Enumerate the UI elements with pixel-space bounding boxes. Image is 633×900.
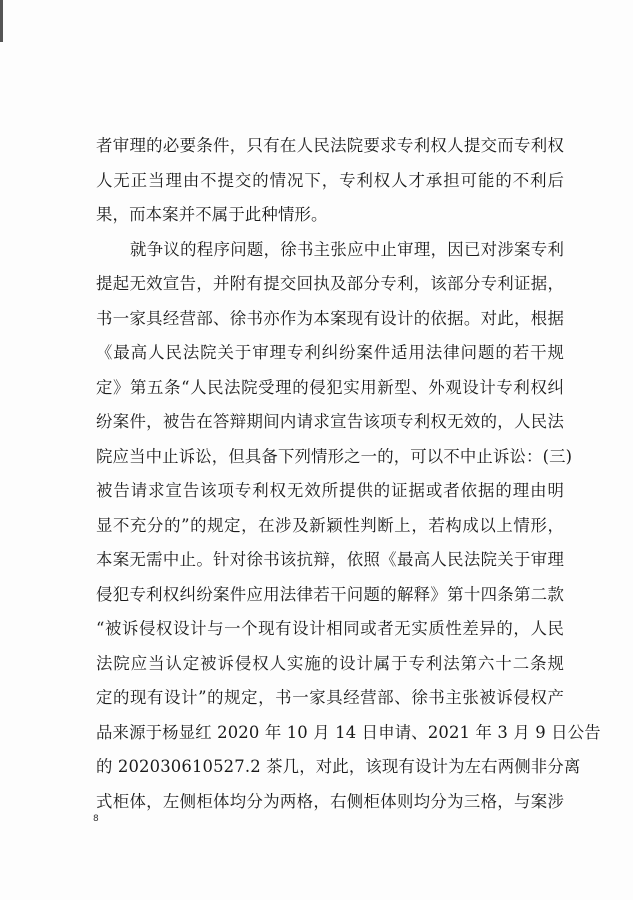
text-line: 侵犯专利权纠纷案件应用法律若干问题的解释》第十四条第二款 [96,584,564,604]
text-line: 提起无效宣告，并附有提交回执及部分专利，该部分专利证据， [96,274,564,293]
scan-edge-mark [0,0,3,42]
text-line: 显不充分的”的规定，在涉及新颖性判断上，若构成以上情形， [96,515,564,535]
text-line: 《最高人民法院关于审理专利纠纷案件适用法律问题的若干规 [96,343,564,362]
text-line: 的 202030610527.2 茶几，对此，该现有设计为左右两侧非分离 [96,757,581,776]
text-line: 品来源于杨显红 2020 年 10 月 14 日申请、2021 年 3 月 9 日公告 [96,722,601,742]
text-line: 院应当中止诉讼，但具备下列情形之一的，可以不中止诉讼：(三) [96,446,573,466]
text-line: “被诉侵权设计与一个现有设计相同或者无实质性差异的，人民 [96,619,564,638]
text-line: 被告请求宣告该项专利权无效所提供的证据或者依据的理由明 [96,481,564,500]
body-text [96,129,601,819]
text-line: 定的现有设计”的规定，书一家具经营部、徐书主张被诉侵权产 [96,688,564,707]
text-line: 书一家具经营部、徐书亦作为本案现有设计的依据。对此，根据 [96,308,564,328]
text-line: 定》第五条“人民法院受理的侵犯实用新型、外观设计专利权纠 [96,377,564,397]
text-line: 者审理的必要条件，只有在人民法院要求专利权人提交而专利权 [96,136,564,155]
page-number: 8 [93,814,99,824]
text-line: 本案无需中止。针对徐书该抗辩，依照《最高人民法院关于审理 [96,550,564,569]
text-line: 法院应当认定被诉侵权人实施的设计属于专利法第六十二条规 [96,653,564,673]
text-line: 纷案件，被告在答辩期间内请求宣告该项专利权无效的，人民法 [96,412,564,431]
text-line: 就争议的程序问题，徐书主张应中止审理，因已对涉案专利 [130,239,564,259]
text-line: 人无正当理由不提交的情况下，专利权人才承担可能的不利后 [96,170,564,190]
text-line: 果，而本案并不属于此种情形。 [96,205,328,224]
text-line: 式柜体，左侧柜体均分为两格，右侧柜体则均分为三格，与案涉 [96,791,564,811]
